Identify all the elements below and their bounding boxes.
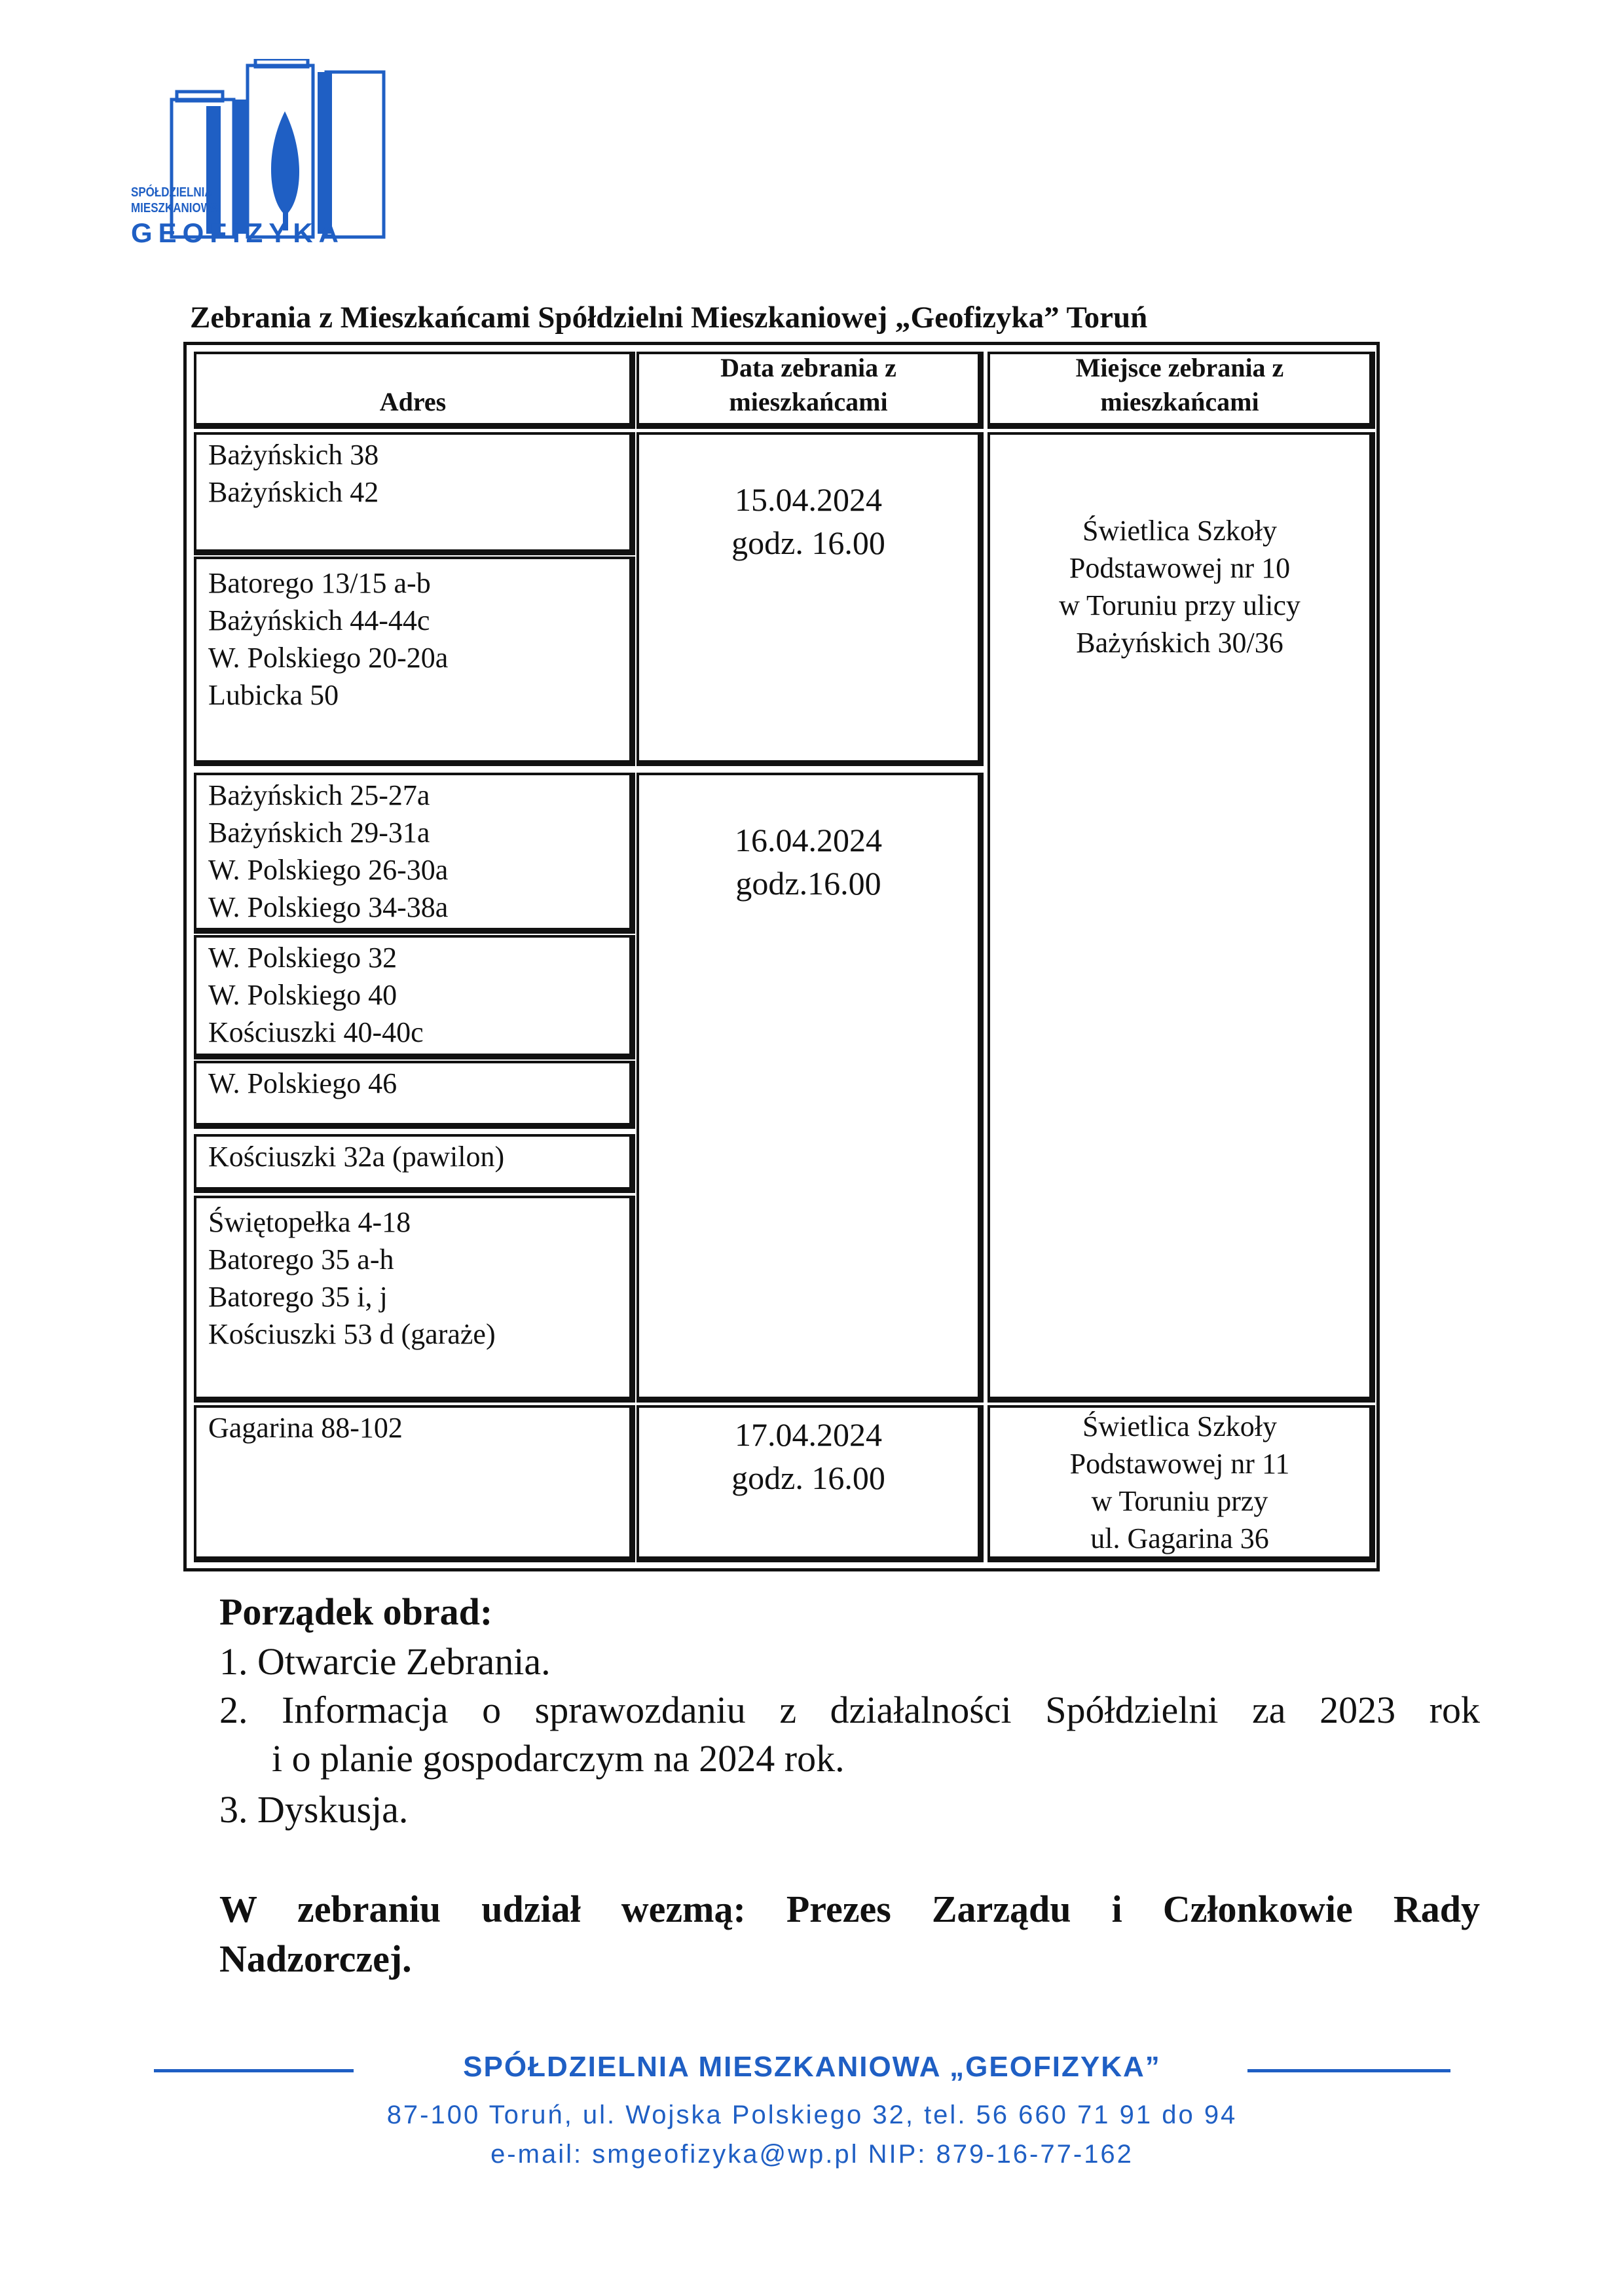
place-line: ul. Gagarina 36 — [1090, 1522, 1269, 1554]
footer-contact: e-mail: smgeofizyka@wp.pl NIP: 879-16-77-162 — [490, 2140, 1134, 2169]
meeting-time: godz.16.00 — [735, 865, 881, 902]
place-line: Bażyńskich 30/36 — [1076, 627, 1283, 659]
agenda-item-2-continuation: i o planie gospodarczym na 2024 rok. — [272, 1737, 845, 1780]
place-line: Świetlica Szkoły — [1082, 1410, 1277, 1442]
agenda-heading: Porządek obrad: — [219, 1590, 493, 1633]
date-cell-2 — [637, 773, 984, 1403]
address-line: Batorego 35 a-h — [208, 1243, 394, 1276]
address-line: W. Polskiego 26-30a — [208, 854, 449, 886]
logo-text-line2: MIESZKANIOWA — [131, 201, 219, 215]
address-line: W. Polskiego 34-38a — [208, 891, 449, 923]
address-line: Świętopełka 4-18 — [208, 1206, 411, 1238]
date-cell-1 — [637, 432, 984, 766]
footer-divider-right — [1247, 2069, 1450, 2072]
address-line: W. Polskiego 46 — [208, 1067, 397, 1099]
address-line: Kościuszki 53 d (garaże) — [208, 1318, 496, 1350]
footer-divider-left — [154, 2069, 354, 2072]
address-line: W. Polskiego 40 — [208, 979, 397, 1011]
closing-note-line2: Nadzorczej. — [219, 1937, 412, 1980]
agenda-item-1: 1. Otwarcie Zebrania. — [219, 1640, 551, 1683]
address-group-6 — [194, 1134, 635, 1193]
header-date-line1: Data zebrania z — [720, 353, 896, 382]
address-line: Bażyńskich 25-27a — [208, 779, 430, 811]
address-line: Lubicka 50 — [208, 679, 339, 711]
address-line: W. Polskiego 32 — [208, 942, 397, 974]
address-line: Gagarina 88-102 — [208, 1412, 403, 1444]
agenda-item-2: 2. Informacja o sprawozdaniu z działalności Spółdzielni za 2023 rok — [219, 1689, 1480, 1731]
header-address — [194, 352, 635, 429]
address-line: Bażyńskich 42 — [208, 476, 379, 508]
address-group-4 — [194, 935, 635, 1059]
address-line: Bażyńskich 44-44c — [208, 604, 430, 636]
place-line: Podstawowej nr 11 — [1069, 1448, 1290, 1480]
header-date — [637, 352, 984, 429]
header-date-line2: mieszkańcami — [729, 387, 888, 416]
meeting-date: 15.04.2024 — [735, 481, 882, 518]
address-line: Bażyńskich 29-31a — [208, 817, 430, 849]
footer-address: 87-100 Toruń, ul. Wojska Polskiego 32, tel. 56 660 71 91 do 94 — [386, 2101, 1238, 2129]
address-group-5 — [194, 1061, 635, 1129]
address-group-2 — [194, 557, 635, 766]
address-group-1 — [194, 432, 635, 555]
footer-organization-name: SPÓŁDZIELNIA MIESZKANIOWA „GEOFIZYKA” — [463, 2051, 1161, 2083]
agenda-item-3: 3. Dyskusja. — [219, 1788, 409, 1831]
address-group-3 — [194, 773, 635, 934]
logo-text-line1: SPÓŁDZIELNIA — [131, 185, 213, 200]
address-line: W. Polskiego 20-20a — [208, 642, 449, 674]
address-group-8 — [194, 1405, 635, 1562]
place-cell-2 — [987, 1405, 1375, 1562]
place-line: w Toruniu przy — [1091, 1485, 1268, 1517]
place-line: Świetlica Szkoły — [1082, 515, 1277, 547]
place-cell-1 — [987, 432, 1375, 1403]
address-line: Kościuszki 32a (pawilon) — [208, 1141, 505, 1173]
place-line: w Toruniu przy ulicy — [1059, 589, 1301, 621]
document-title: Zebrania z Mieszkańcami Spółdzielni Mieszkaniowej „Geofizyka” Toruń — [190, 301, 1148, 335]
closing-note-line1: W zebraniu udział wezmą: Prezes Zarządu i Członkowie Rady — [219, 1888, 1480, 1930]
header-place-line1: Miejsce zebrania z — [1075, 353, 1284, 382]
meeting-time: godz. 16.00 — [731, 524, 885, 561]
header-place-line2: mieszkańcami — [1100, 387, 1259, 416]
header-address-label: Adres — [379, 387, 447, 416]
date-cell-3 — [637, 1405, 984, 1562]
address-group-7 — [194, 1196, 635, 1403]
address-line: Batorego 35 i, j — [208, 1281, 388, 1313]
address-line: Kościuszki 40-40c — [208, 1016, 424, 1048]
logo-wordmark: GEOFIZYKA — [131, 217, 345, 248]
meeting-time: godz. 16.00 — [731, 1460, 885, 1496]
address-line: Batorego 13/15 a-b — [208, 567, 431, 599]
address-line: Bażyńskich 38 — [208, 439, 379, 471]
header-place — [987, 352, 1375, 429]
meeting-date: 17.04.2024 — [735, 1416, 882, 1453]
meeting-date: 16.04.2024 — [735, 822, 882, 858]
place-line: Podstawowej nr 10 — [1069, 552, 1291, 584]
